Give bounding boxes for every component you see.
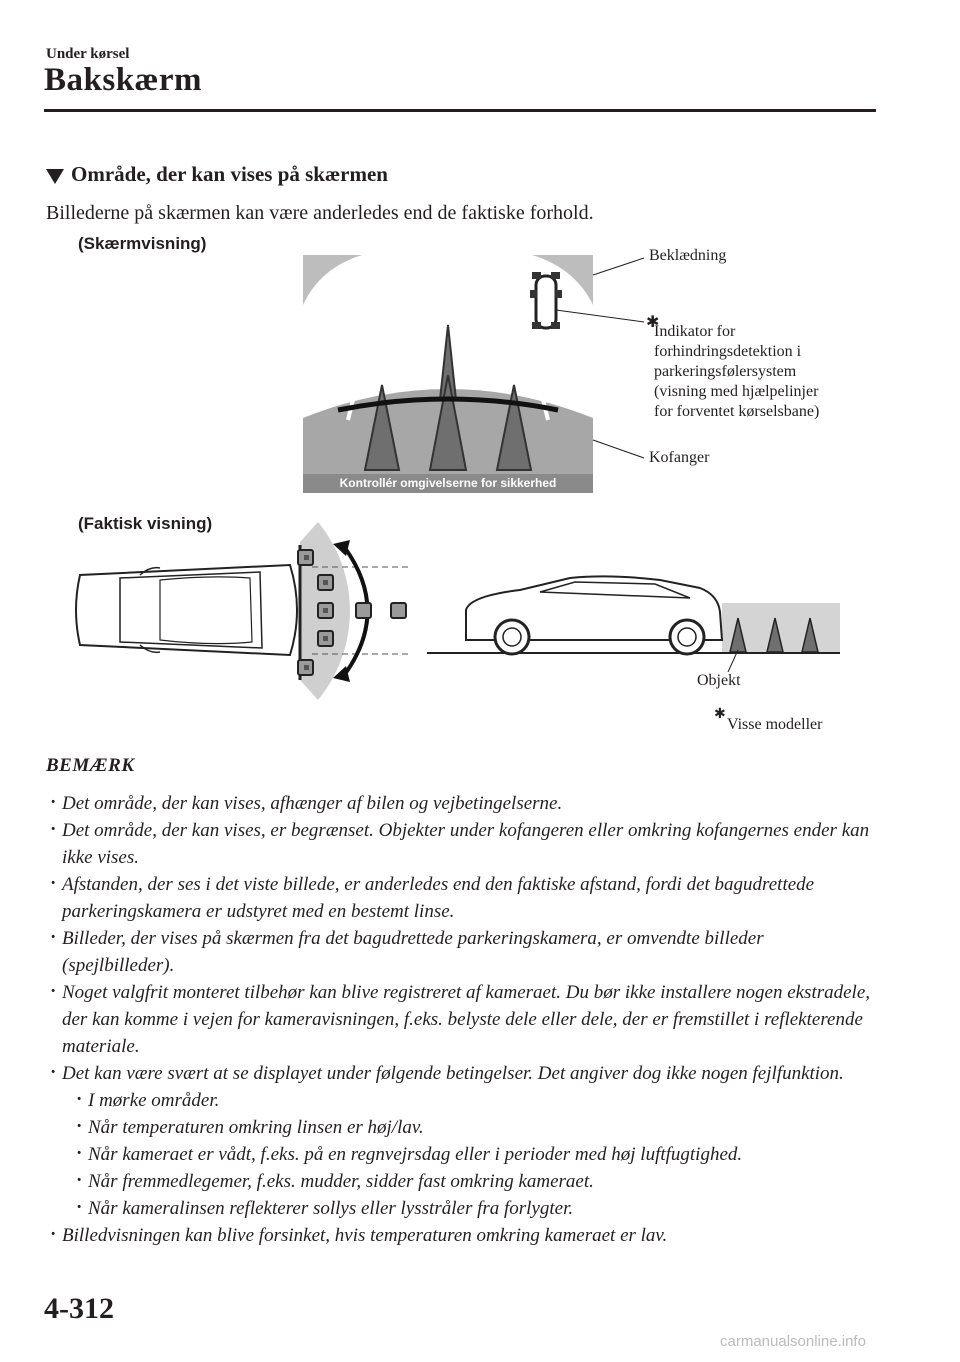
top-view-illustration (76, 522, 412, 700)
note-item: · Afstanden, der ses i det viste billede, er anderledes end den faktiske afstand, fordi det bagudrettede parkeringskamera er udstyret med en bestemt linse. (46, 871, 876, 925)
actual-view-caption: (Faktisk visning) (78, 514, 213, 533)
note-subitem: · Når kameralinsen reflekterer sollys eller lysstråler fra forlygter. (72, 1195, 876, 1222)
callout-object: Objekt (697, 672, 741, 689)
asterisk-icon: ✱ (646, 314, 660, 331)
watermark: carmanualsonline.info (720, 1333, 866, 1350)
callout-indicator-line: (visning med hjælpelinjer (654, 383, 819, 400)
car-top-view (76, 565, 297, 655)
callout-trim: Beklædning (649, 247, 727, 264)
section-heading-text: Område, der kan vises på skærmen (71, 162, 388, 186)
banner-text: Kontrollér omgivelserne for sikkerhed (339, 476, 557, 490)
note-subitem: · I mørke områder. (72, 1087, 876, 1114)
screen-view-caption: (Skærmvisning) (78, 234, 207, 253)
page-title: Bakskærm (44, 62, 203, 98)
callout-indicator-line: Indikator for (654, 323, 736, 340)
note-subitem: · Når kameraet er vådt, f.eks. på en regnvejrsdag eller i perioder med høj luftfugtighed. (72, 1141, 876, 1168)
side-view-illustration (427, 576, 840, 672)
callout-indicator-line: forhindringsdetektion i (654, 343, 802, 360)
note-item: · Noget valgfrit monteret tilbehør kan blive registreret af kameraet. Du bør ikke installere nogen ekstradele, der kan komme i vejen for kameravisningen, f.eks. belyste dele eller dele, der er fremstillet i reflekterende materiale. (46, 979, 876, 1060)
leader-bumper (593, 440, 644, 458)
intro-text: Billederne på skærmen kan være anderledes end de faktiske forhold. (46, 202, 594, 224)
page-number: 4-312 (44, 1292, 114, 1325)
callout-bumper: Kofanger (649, 449, 710, 466)
note-list (46, 790, 876, 1249)
note-item: · Det område, der kan vises, er begrænset. Objekter under kofangeren eller omkring kofangernes ender kan ikke vises. (46, 817, 876, 871)
leader-trim (593, 258, 644, 275)
note-subitem: · Når fremmedlegemer, f.eks. mudder, sidder fast omkring kameraet. (72, 1168, 876, 1195)
section-label: Under kørsel (46, 46, 130, 62)
callout-indicator-line: for forventet kørselsbane) (654, 403, 820, 420)
note-item: · Billeder, der vises på skærmen fra det bagudrettede parkeringskamera, er omvendte billeder (spejlbilleder). (46, 925, 876, 979)
asterisk-icon: ✱ (714, 707, 726, 722)
callout-indicator-line: parkeringsfølersystem (654, 363, 797, 380)
footnote-models: Visse modeller (727, 716, 823, 733)
note-subitem: · Når temperaturen omkring linsen er høj/lav. (72, 1114, 876, 1141)
note-item: · Billedvisningen kan blive forsinket, hvis temperaturen omkring kameraet er lav. (46, 1222, 876, 1249)
note-item: · Det kan være svært at se displayet under følgende betingelser. Det angiver dog ikke nogen fejlfunktion. (46, 1060, 876, 1087)
callout-indicator (654, 322, 819, 422)
note-item: · Det område, der kan vises, afhænger af bilen og vejbetingelserne. (46, 790, 876, 817)
note-heading: BEMÆRK (46, 755, 135, 776)
